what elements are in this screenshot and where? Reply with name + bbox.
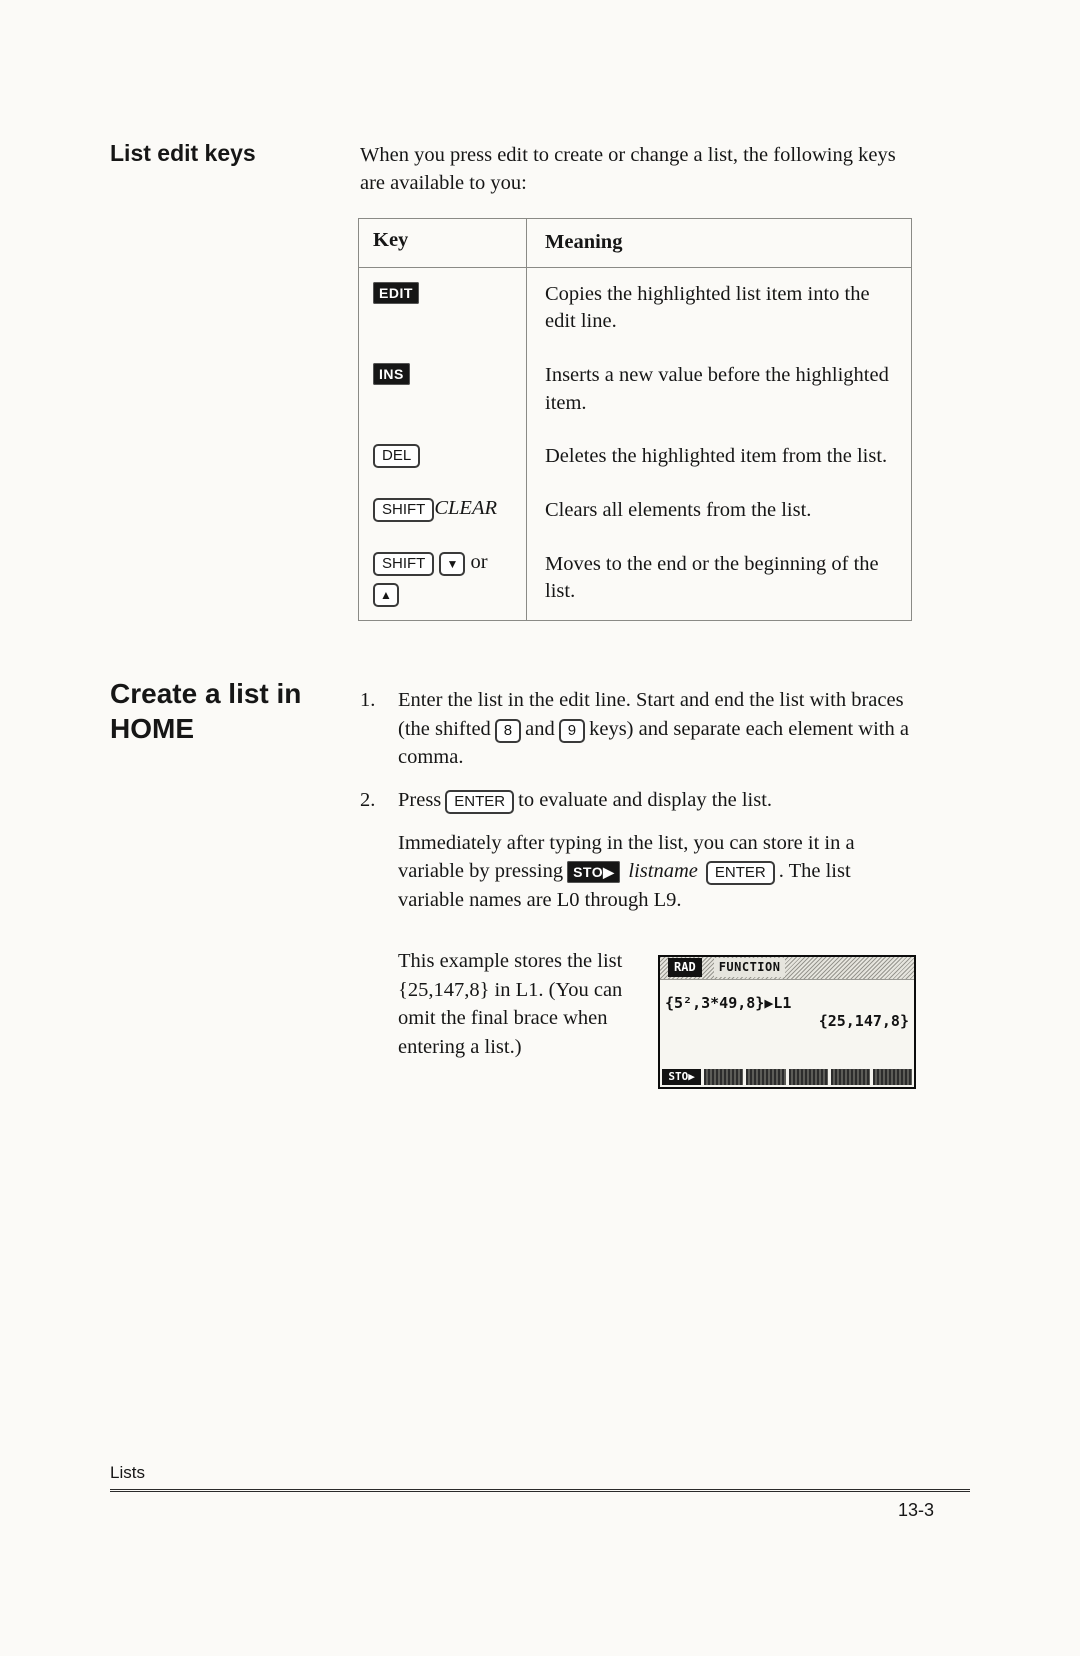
del-key-icon: DEL: [373, 444, 420, 468]
step-1: [360, 686, 920, 772]
key-meaning-table: [358, 218, 912, 621]
table-row: [359, 349, 911, 430]
step2-text-pre: Press: [398, 789, 442, 812]
table-row: [359, 538, 911, 620]
heading-line-1: Create a list in: [110, 678, 302, 709]
table-header-meaning: Meaning: [545, 231, 623, 253]
empty-softkey: [746, 1069, 785, 1085]
meaning-text: Inserts a new value before the highlighted item.: [545, 364, 889, 414]
key-cell: [359, 268, 527, 349]
function-mode-label: FUNCTION: [714, 958, 786, 977]
intro-paragraph: When you press edit to create or change a list, the following keys are available to you:: [360, 144, 896, 195]
rad-annunciator: RAD: [668, 958, 702, 977]
table-row: [359, 430, 911, 484]
enter-key-icon: ENTER: [706, 861, 775, 885]
digit-9-key-icon: 9: [559, 719, 585, 743]
table-row: [359, 484, 911, 538]
footer-chapter-label: Lists: [110, 1463, 145, 1482]
or-label: or: [470, 550, 488, 573]
calculator-result-line: {25,147,8}: [818, 1011, 909, 1030]
table-row: [359, 268, 911, 349]
step2-text-post: to evaluate and display the list.: [518, 789, 773, 812]
calculator-softkey-menu: [660, 1069, 914, 1087]
meaning-text: Deletes the highlighted item from the list.: [545, 445, 888, 468]
step-text: [398, 786, 920, 815]
digit-8-key-icon: 8: [495, 719, 521, 743]
sto-softkey: STO▶: [662, 1069, 701, 1085]
footer-page-number: 13-3: [897, 1500, 934, 1520]
empty-softkey: [831, 1069, 870, 1085]
footer-rule: [110, 1489, 970, 1492]
store-paragraph: [398, 829, 920, 915]
empty-softkey: [873, 1069, 912, 1085]
key-cell: [359, 538, 527, 620]
section-heading-list-edit-keys: List edit keys: [110, 140, 256, 166]
key-cell: [359, 430, 527, 484]
shift-key-icon: SHIFT: [373, 552, 434, 576]
meaning-text: Moves to the end or the beginning of the list.: [545, 552, 879, 603]
key-cell: [359, 484, 527, 538]
calculator-header-bar: [660, 957, 914, 980]
section-heading-create-list: [110, 676, 301, 746]
enter-key-icon: ENTER: [445, 790, 514, 814]
store-text-pre: Immediately after typing in the list, you can store it in a variable by pressing: [398, 831, 855, 883]
empty-softkey: [789, 1069, 828, 1085]
listname-italic: listname: [628, 860, 698, 883]
heading-line-2: HOME: [110, 713, 194, 744]
sto-menu-key-icon: STO▶: [567, 861, 620, 883]
meaning-text: Clears all elements from the list.: [545, 499, 812, 522]
shift-key-icon: SHIFT: [373, 498, 434, 522]
step1-text-post: keys) and separate each element with a comma.: [398, 717, 909, 769]
step-2: [360, 786, 920, 815]
up-arrow-key-icon: ▲: [373, 583, 399, 607]
create-list-content: [360, 686, 920, 1089]
example-paragraph: This example stores the list {25,147,8} in L1. (You can omit the final brace when entering a list.): [398, 949, 623, 1058]
step-text: [398, 686, 920, 772]
edit-menu-key-icon: EDIT: [373, 282, 419, 304]
step-number: 2.: [360, 789, 376, 812]
ins-menu-key-icon: INS: [373, 363, 410, 385]
step1-text-pre: Enter the list in the edit line. Start and end the list with braces (the shifted: [398, 689, 904, 740]
empty-softkey: [704, 1069, 743, 1085]
step-number: 1.: [360, 689, 376, 711]
down-arrow-key-icon: ▼: [439, 552, 465, 576]
example-row: [398, 947, 920, 1089]
calculator-entry-line: {5²,3*49,8}▶L1: [665, 993, 792, 1012]
store-text-post: . The list variable names are L0 through L9.: [398, 860, 851, 912]
meaning-text: Copies the highlighted list item into the edit line.: [545, 282, 870, 333]
table-header-row: [359, 219, 911, 268]
step1-text-mid: and: [525, 717, 555, 740]
calculator-screen: [658, 955, 916, 1089]
table-header-key: Key: [359, 219, 527, 267]
calculator-display-area: [660, 980, 914, 1069]
key-cell: [359, 349, 527, 430]
clear-label: CLEAR: [434, 497, 497, 520]
